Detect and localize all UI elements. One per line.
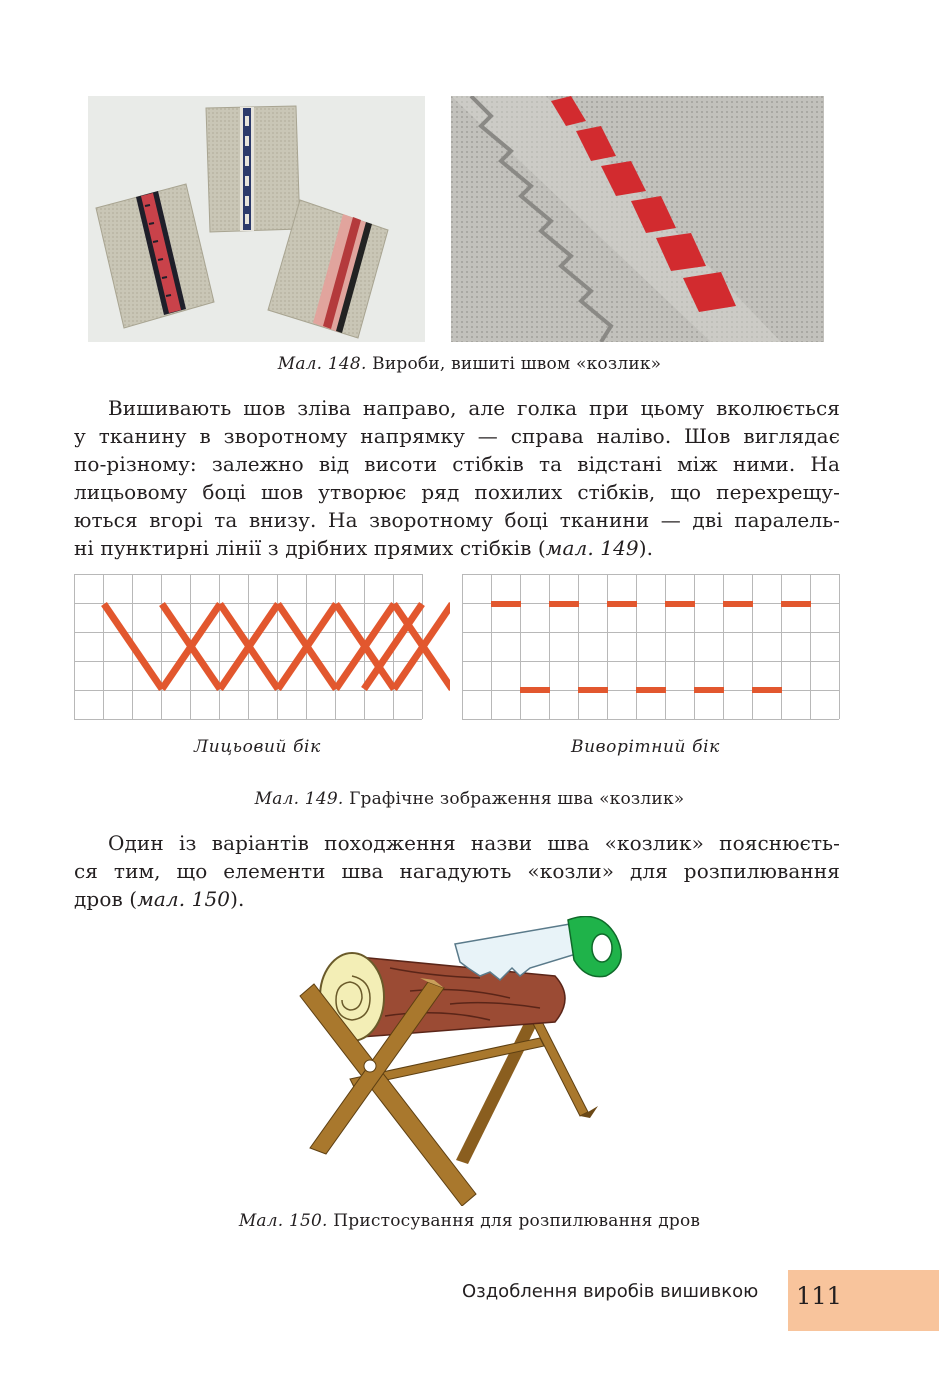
- fig149-label: Мал. 149.: [254, 789, 344, 809]
- back-stitch-top: [723, 601, 753, 607]
- back-stitch-bottom: [752, 687, 782, 693]
- back-stitch-top: [491, 601, 521, 607]
- fig148-text: Вироби, вишиті швом «козлик»: [372, 354, 662, 374]
- back-side-stitch-grid: [462, 574, 840, 720]
- red-stitch-closeup-illustration: [451, 96, 824, 342]
- saw: [455, 916, 621, 980]
- paragraph-1-line: у тканину в зворотному напрямку — справа наліво. Шов виглядає: [74, 424, 840, 448]
- paragraph-1-last-line: [74, 534, 840, 562]
- paragraph-2-last-line-start: дров (: [74, 887, 138, 911]
- fig148-label: Мал. 148.: [277, 354, 367, 374]
- figure-reference: мал. 150: [137, 887, 231, 911]
- page-number: 111: [796, 1282, 842, 1310]
- back-stitch-bottom: [520, 687, 550, 693]
- fig150-text: Пристосування для розпилювання дров: [333, 1211, 701, 1231]
- back-stitch-bottom: [694, 687, 724, 693]
- paragraph-1-line: по-різному: залежно від висоти стібків та відстані між ними. На: [74, 452, 840, 476]
- back-stitch-top: [665, 601, 695, 607]
- figure-reference: мал. 149: [545, 536, 639, 560]
- fig150-label: Мал. 150.: [238, 1211, 328, 1231]
- paragraph-1-line: лицьовому боці шов утворює ряд похилих стібків, що перехрещу-: [74, 480, 840, 504]
- fig150-caption: [0, 1211, 939, 1231]
- sawhorse-illustration: [290, 916, 635, 1206]
- fig149-caption: [0, 789, 939, 809]
- front-side-stitch-grid: [74, 574, 450, 720]
- section-title: Оздоблення виробів вишивкою: [462, 1281, 759, 1302]
- fig149-text: Графічне зображення шва «козлик»: [349, 789, 685, 809]
- back-side-label: Виворітний бік: [571, 737, 720, 757]
- page-number-tab: [788, 1270, 939, 1331]
- back-stitch-bottom: [636, 687, 666, 693]
- embroidered-items-photo: [88, 96, 425, 342]
- paragraph-1-last-line-start: ні пунктирні лінії з дрібних прямих стібків (: [74, 536, 546, 560]
- paragraph-1-line: Вишивають шов зліва направо, але голка при цьому вколюється: [108, 396, 840, 420]
- back-stitch-top: [607, 601, 637, 607]
- front-side-label: Лицьовий бік: [194, 737, 321, 757]
- back-stitch-bottom: [578, 687, 608, 693]
- paragraph-2: [74, 829, 840, 913]
- back-stitch-top: [781, 601, 811, 607]
- fig148-caption: [0, 354, 939, 374]
- paragraph-1: [74, 394, 840, 562]
- paragraph-2-last-line-end: ).: [230, 887, 245, 911]
- paragraph-2-line: Один із варіантів походження назви шва «козлик» пояснюєть-: [108, 831, 840, 855]
- stitch-closeup-photo: [451, 96, 824, 342]
- paragraph-2-last-line: [74, 885, 840, 913]
- paragraph-2-line: ся тим, що елементи шва нагадують «козли» для розпилювання: [74, 859, 840, 883]
- paragraph-1-line: ються вгорі та внизу. На зворотному боці тканини — дві паралель-: [74, 508, 840, 532]
- back-stitch-top: [549, 601, 579, 607]
- embroidered-booklets-illustration: [88, 96, 425, 342]
- paragraph-1-last-line-end: ).: [638, 536, 654, 560]
